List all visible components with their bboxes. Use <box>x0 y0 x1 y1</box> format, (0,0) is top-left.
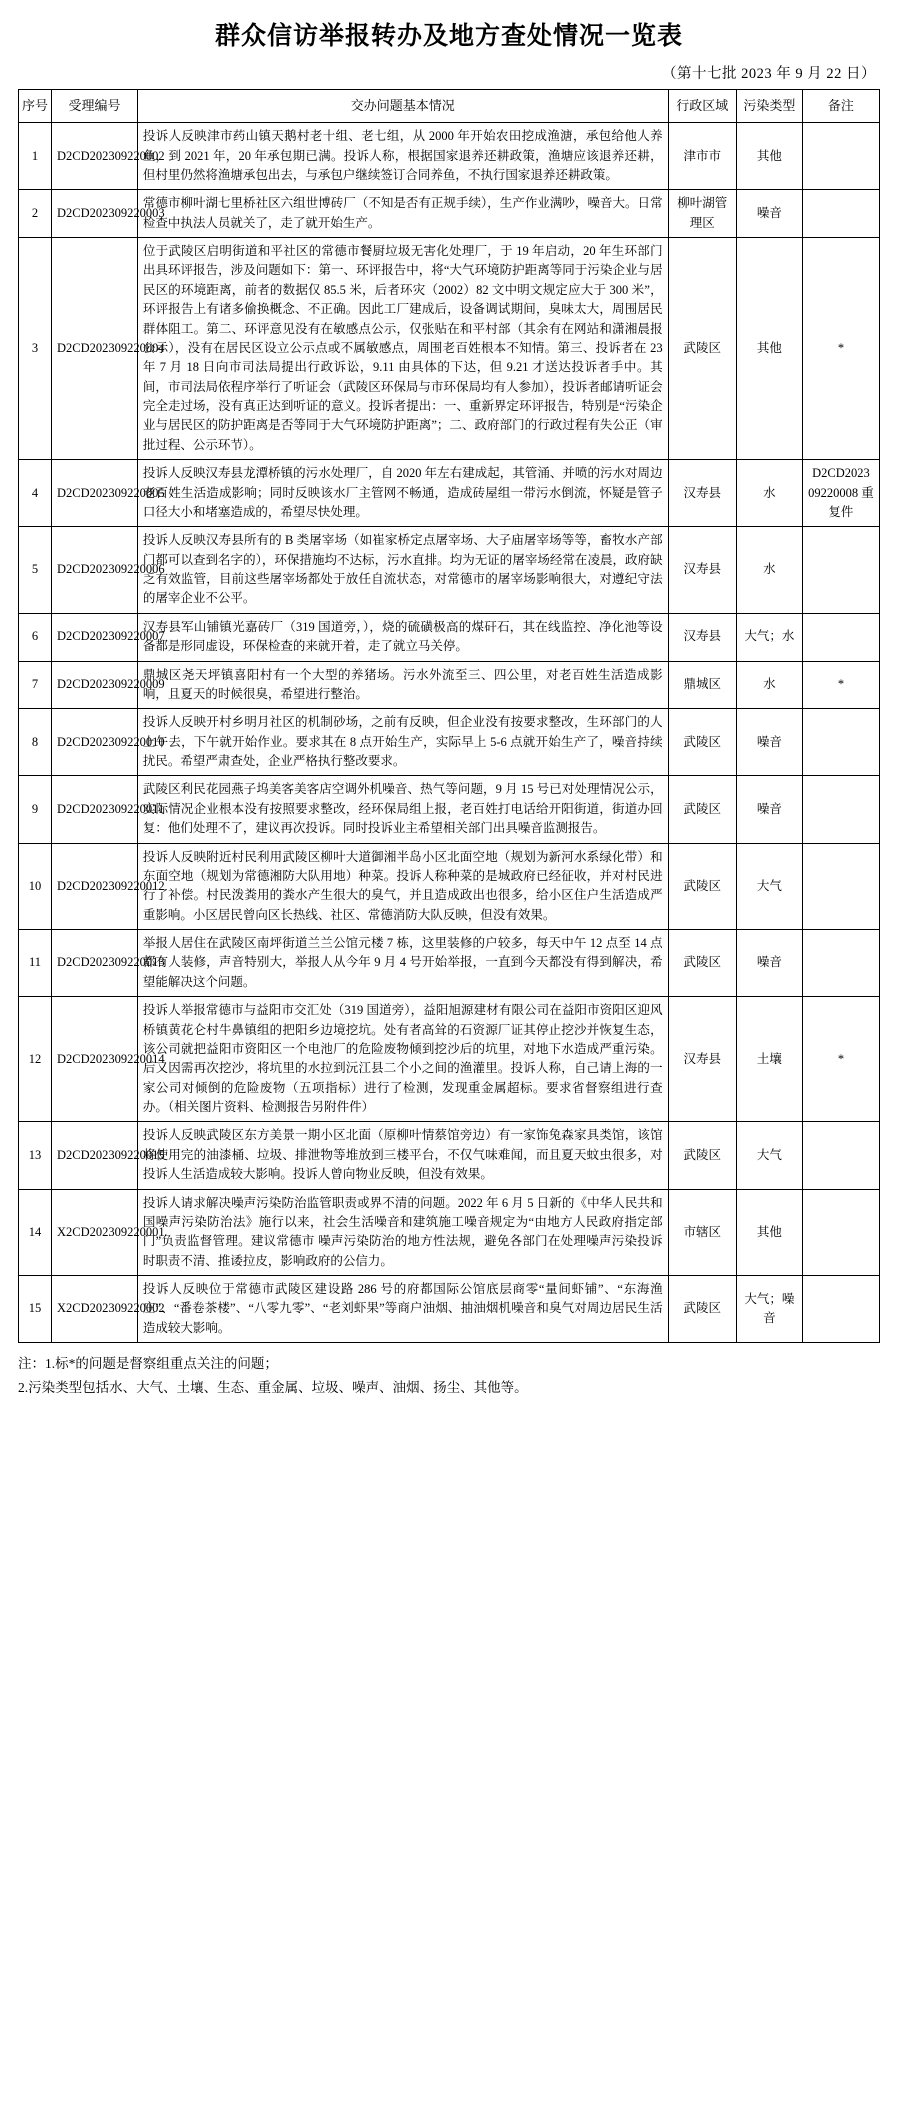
cell-type: 水 <box>736 661 802 709</box>
cell-type: 水 <box>736 460 802 527</box>
cell-type: 噪音 <box>736 930 802 997</box>
cell-remark: * <box>802 661 879 709</box>
cell-type: 大气；噪音 <box>736 1276 802 1343</box>
cell-remark: * <box>802 997 879 1122</box>
cell-index: 12 <box>19 997 52 1122</box>
cell-index: 8 <box>19 709 52 776</box>
batch-date-subtitle: （第十七批 2023 年 9 月 22 日） <box>662 66 876 82</box>
cell-type: 噪音 <box>736 709 802 776</box>
cell-type: 其他 <box>736 238 802 460</box>
cell-desc: 投诉人反映武陵区东方美景一期小区北面（原柳叶情蔡馆旁边）有一家饰兔森家具类馆，该馆将使用完的油漆桶、垃圾、排泄物等堆放到三楼平台，不仅气味难闻，而且夏天蚊虫很多，对投诉人生活造成较大影响。投诉人曾向物业反映，但没有效果。 <box>137 1122 668 1189</box>
cell-region: 津市市 <box>668 123 736 190</box>
cell-remark <box>802 123 879 190</box>
cell-type: 土壤 <box>736 997 802 1122</box>
cell-type: 大气 <box>736 843 802 930</box>
table-body <box>19 123 880 1343</box>
cell-index: 7 <box>19 661 52 709</box>
cell-index: 13 <box>19 1122 52 1189</box>
cell-desc: 位于武陵区启明街道和平社区的常德市餐厨垃圾无害化处理厂，于 19 年启动，20 年生环部门出具环评报告，涉及问题如下：第一、环评报告中，将“大气环境防护距离等同于污染企业与居民区的环境距离，前者的数据仅 85.5 米，后者环灾（2002）82 文中明文规定应大于 300 米”，环评报告上有诸多偷换概念、不正确。因此工厂建成后，设备调试期间，臭味太大，周围居民群体阻工。第二、环评意见没有在敏感点公示，仅张贴在和平村部（其余有在网站和潇湘晨报公示），没有在居民区设立公示点或不属敏感点，周围老百姓根本不知情。第三、投诉者在 23 年 7 月 18 日向市司法局提出行政诉讼，9.11 由具体的下达，但 9.21 才送达投诉者手中。其间，市司法局依程序举行了听证会（武陵区环保局与市环保局均有人参加），投诉者邮请听证会完全走过场，没有真正达到听证的意义。投诉者提出：一、重新界定环评报告，特别是“污染企业与居民区的防护距离是否等同于大气环境防护距离”；二、政府部门的行政过程有失公正（审批过程、公示环节）。 <box>137 238 668 460</box>
cell-index: 2 <box>19 190 52 238</box>
cell-code: D2CD202309220003 <box>52 190 138 238</box>
table-row <box>19 661 880 709</box>
cell-type: 大气 <box>736 1122 802 1189</box>
column-header-desc: 交办问题基本情况 <box>137 90 668 123</box>
cell-remark <box>802 709 879 776</box>
cell-type: 其他 <box>736 123 802 190</box>
cell-remark <box>802 190 879 238</box>
cell-desc: 汉寿县军山铺镇光嘉砖厂（319 国道旁，），烧的硫磺极高的煤矸石，其在线监控、净化池等设备都是形同虚设，环保检查的来就开着，走了就立马关停。 <box>137 613 668 661</box>
cell-code: D2CD202309220007 <box>52 613 138 661</box>
cell-desc: 投诉人请求解决噪声污染防治监管职责或界不清的问题。2022 年 6 月 5 日新的《中华人民共和国噪声污染防治法》施行以来，社会生活噪音和建筑施工噪音规定为“由地方人民政府指定部门”负责监督管理。建议常德市 噪声污染防治的地方性法规，避免各部门在处理噪声污染投诉时职责不清、推诿拉皮，影响政府的公信力。 <box>137 1189 668 1276</box>
cell-remark: D2CD2023 09220008 重复件 <box>802 460 879 527</box>
cell-index: 1 <box>19 123 52 190</box>
cell-type: 噪音 <box>736 776 802 843</box>
cell-region: 汉寿县 <box>668 613 736 661</box>
table-row <box>19 1189 880 1276</box>
table-row <box>19 1122 880 1189</box>
cell-region: 武陵区 <box>668 238 736 460</box>
cell-remark <box>802 843 879 930</box>
cell-index: 14 <box>19 1189 52 1276</box>
table-row <box>19 776 880 843</box>
cell-code: D2CD202309220005 <box>52 460 138 527</box>
cell-remark <box>802 1276 879 1343</box>
cell-index: 10 <box>19 843 52 930</box>
cell-region: 武陵区 <box>668 930 736 997</box>
cell-type: 其他 <box>736 1189 802 1276</box>
table-row <box>19 190 880 238</box>
cell-code: D2CD202309220014 <box>52 997 138 1122</box>
column-header-remark: 备注 <box>802 90 879 123</box>
table-row <box>19 460 880 527</box>
table-row <box>19 1276 880 1343</box>
cell-region: 武陵区 <box>668 776 736 843</box>
column-header-index: 序号 <box>19 90 52 123</box>
cell-remark: * <box>802 238 879 460</box>
cell-code: D2CD202309220004 <box>52 238 138 460</box>
cell-remark <box>802 1189 879 1276</box>
cell-region: 鼎城区 <box>668 661 736 709</box>
cell-index: 6 <box>19 613 52 661</box>
cell-remark <box>802 930 879 997</box>
footnote-line-2: 2.污染类型包括水、大气、土壤、生态、重金属、垃圾、噪声、油烟、扬尘、其他等。 <box>18 1379 528 1395</box>
cell-code: X2CD202309220001 <box>52 1189 138 1276</box>
cell-code: D2CD202309220015 <box>52 1122 138 1189</box>
cell-index: 4 <box>19 460 52 527</box>
cell-desc: 投诉人反映汉寿县龙潭桥镇的污水处理厂，自 2020 年左右建成起，其管涌、并喷的污水对周边老百姓生活造成影响；同时反映该水厂主管网不畅通，造成砖屋组一带污水倒流，怀疑是管子口径大小和堵塞造成的，希望尽快处理。 <box>137 460 668 527</box>
cell-index: 11 <box>19 930 52 997</box>
cell-remark <box>802 613 879 661</box>
complaints-table <box>18 89 880 1343</box>
cell-region: 市辖区 <box>668 1189 736 1276</box>
cell-desc: 投诉人反映开村乡明月社区的机制砂场，之前有反映，但企业没有按要求整改，生环部门的人上午去，下午就开始作业。要求其在 8 点开始生产，实际早上 5-6 点就开始生产了，噪音持续扰民。希望严肃查处，企业严格执行整改要求。 <box>137 709 668 776</box>
cell-region: 武陵区 <box>668 1122 736 1189</box>
cell-region: 汉寿县 <box>668 460 736 527</box>
cell-desc: 投诉人反映位于常德市武陵区建设路 286 号的府都国际公馆底层商零“量间虾铺”、“东海渔庄”、“番卷茶楼”、“八零九零”、“老刘虾果”等商户油烟、抽油烟机噪音和臭气对周边居民生活造成较大影响。 <box>137 1276 668 1343</box>
cell-region: 武陵区 <box>668 1276 736 1343</box>
cell-code: D2CD202309220006 <box>52 527 138 614</box>
table-row <box>19 613 880 661</box>
cell-index: 9 <box>19 776 52 843</box>
cell-code: D2CD202309220009 <box>52 661 138 709</box>
cell-desc: 投诉人反映津市药山镇天鹅村老十组、老七组，从 2000 年开始农田挖成渔溏，承包给他人养鱼，到 2021 年，20 年承包期已满。投诉人称，根据国家退养还耕政策，渔塘应该退养还耕，但村里仍然将渔塘承包出去，与承包户继续签订合同养鱼，不执行国家退养还耕政策。 <box>137 123 668 190</box>
table-row <box>19 123 880 190</box>
cell-remark <box>802 527 879 614</box>
cell-region: 汉寿县 <box>668 997 736 1122</box>
cell-desc: 鼎城区尧天坪镇喜阳村有一个大型的养猪场。污水外流至三、四公里，对老百姓生活造成影响，且夏天的时候很臭，希望进行整治。 <box>137 661 668 709</box>
cell-region: 柳叶湖管理区 <box>668 190 736 238</box>
cell-code: D2CD202309220011 <box>52 776 138 843</box>
cell-index: 15 <box>19 1276 52 1343</box>
cell-index: 3 <box>19 238 52 460</box>
table-row <box>19 709 880 776</box>
table-row <box>19 930 880 997</box>
page-title: 群众信访举报转办及地方查处情况一览表 <box>214 23 683 50</box>
cell-region: 武陵区 <box>668 843 736 930</box>
table-header-row <box>19 90 880 123</box>
table-row <box>19 843 880 930</box>
cell-index: 5 <box>19 527 52 614</box>
column-header-type: 污染类型 <box>736 90 802 123</box>
column-header-region: 行政区域 <box>668 90 736 123</box>
cell-code: D2CD202309220012 <box>52 843 138 930</box>
cell-code: X2CD202309220002 <box>52 1276 138 1343</box>
cell-code: D2CD202309220013 <box>52 930 138 997</box>
cell-region: 汉寿县 <box>668 527 736 614</box>
cell-remark <box>802 776 879 843</box>
cell-type: 水 <box>736 527 802 614</box>
footnotes <box>18 1352 880 1399</box>
column-header-code: 受理编号 <box>52 90 138 123</box>
table-row <box>19 997 880 1122</box>
cell-type: 噪音 <box>736 190 802 238</box>
table-row <box>19 527 880 614</box>
cell-region: 武陵区 <box>668 709 736 776</box>
cell-desc: 常德市柳叶湖七里桥社区六组世博砖厂（不知是否有正规手续），生产作业满吵，噪音大。日常检查中执法人员就关了，走了就开始生产。 <box>137 190 668 238</box>
table-row <box>19 238 880 460</box>
footnote-line-1: 注：1.标*的问题是督察组重点关注的问题； <box>18 1356 278 1372</box>
cell-desc: 投诉人举报常德市与益阳市交汇处（319 国道旁），益阳旭源建材有限公司在益阳市资阳区迎风桥镇黄花仑村牛鼻镇组的把阳乡边境挖坑。处有者高耸的石资源厂证其停止挖沙并恢复生态，该公司就把益阳市资阳区一个电池厂的危险废物倾到挖沙后的坑里，对地下水造成严重污染。后又因需再次挖沙，将坑里的水拉到沅江县二个小之间的渔灌里。投诉人称，自己请上海的一家公司对倾倒的危险废物（五项指标）进行了检测，发现重金属超标。要求省督察组进行查办。（相关图片资料、检测报告另附件件） <box>137 997 668 1122</box>
cell-type: 大气；水 <box>736 613 802 661</box>
cell-desc: 举报人居住在武陵区南坪街道兰兰公馆元楼 7 栋，这里装修的户较多，每天中午 12 点至 14 点都有人装修，声音特别大，举报人从今年 9 月 4 号开始举报，一直到今天都没有得到解决，希望能解决这个问题。 <box>137 930 668 997</box>
cell-code: D2CD202309220010 <box>52 709 138 776</box>
cell-desc: 投诉人反映汉寿县所有的 B 类屠宰场（如崔家桥定点屠宰场、大子庙屠宰场等等，畜牧水产部门都可以查到名字的），环保措施均不达标，污水直排。均为无证的屠宰场经常在凌晨，政府缺乏有效监管，目前这些屠宰场都处于放任自流状态，对常德市的屠宰场影响很大，对遵纪守法的屠宰企业不公平。 <box>137 527 668 614</box>
cell-desc: 投诉人反映附近村民利用武陵区柳叶大道御湘半岛小区北面空地（规划为新河水系绿化带）和东面空地（规划为常德湘防大队用地）种菜。投诉人称种菜的是城政府已经征收，并对村民进行了补偿。村民泼粪用的粪水产生很大的臭气，并且造成政出也很多，给小区住户生活造成严重影响。小区居民曾向区长热线、社区、常德消防大队反映，但没有效果。 <box>137 843 668 930</box>
cell-remark <box>802 1122 879 1189</box>
cell-desc: 武陵区利民花园燕子坞美客美客店空调外机噪音、热气等问题，9 月 15 号已对处理情况公示，实际情况企业根本没有按照要求整改，经环保局组上报，老百姓打电话给开阳街道，街道办回复：他们处理不了，建议再次投诉。同时投诉业主希望相关部门出具噪音监测报告。 <box>137 776 668 843</box>
cell-code: D2CD202309220002 <box>52 123 138 190</box>
